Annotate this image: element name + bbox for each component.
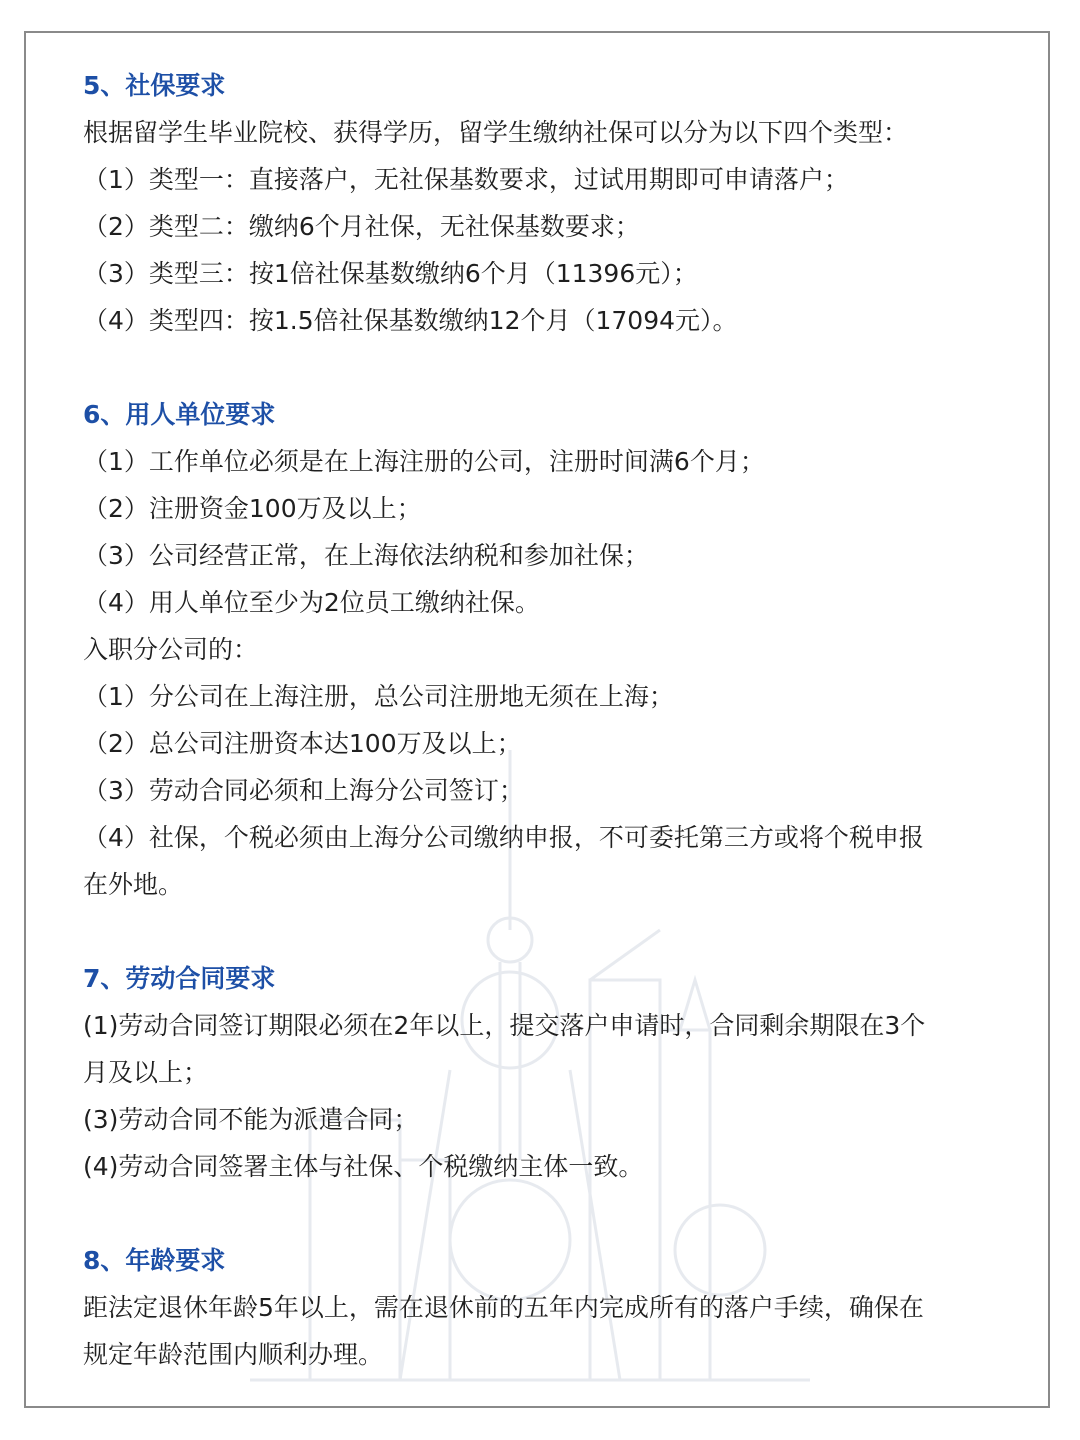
- list-item: (3)劳动合同不能为派遣合同；: [83, 1105, 419, 1134]
- section-heading: 7、劳动合同要求: [83, 964, 276, 993]
- paragraph-line: 距法定退休年龄5年以上，需在退休前的五年内完成所有的落户手续，确保在: [83, 1293, 924, 1322]
- paragraph-line: 规定年龄范围内顺利办理。: [83, 1340, 384, 1369]
- section-labor-contract: [83, 955, 1013, 1190]
- section-heading: 8、年龄要求: [83, 1246, 226, 1275]
- section-age: [83, 1237, 1013, 1378]
- section-employer: [83, 391, 1013, 908]
- section-gap: [83, 908, 1013, 955]
- list-item: （3）劳动合同必须和上海分公司签订；: [83, 776, 524, 805]
- list-item: （4）社保，个税必须由上海分公司缴纳申报，不可委托第三方或将个税申报: [83, 823, 924, 852]
- list-item: （2）类型二：缴纳6个月社保，无社保基数要求；: [83, 212, 640, 241]
- paragraph-line: 入职分公司的：: [83, 635, 259, 664]
- paragraph-line: 根据留学生毕业院校、获得学历，留学生缴纳社保可以分为以下四个类型：: [83, 118, 909, 147]
- document-content: [83, 62, 1013, 1378]
- list-item: （4）类型四：按1.5倍社保基数缴纳12个月（17094元）。: [83, 306, 738, 335]
- list-item: （2）注册资金100万及以上；: [83, 494, 422, 523]
- list-item: （1）分公司在上海注册，总公司注册地无须在上海；: [83, 682, 674, 711]
- list-item: （3）类型三：按1倍社保基数缴纳6个月（11396元）；: [83, 259, 698, 288]
- list-item: （2）总公司注册资本达100万及以上；: [83, 729, 522, 758]
- section-heading: 6、用人单位要求: [83, 400, 276, 429]
- list-item: (4)劳动合同签署主体与社保、个税缴纳主体一致。: [83, 1152, 644, 1181]
- list-item: （3）公司经营正常，在上海依法纳税和参加社保；: [83, 541, 649, 570]
- section-gap: [83, 344, 1013, 391]
- section-social-security: [83, 62, 1013, 344]
- list-item: （1）工作单位必须是在上海注册的公司，注册时间满6个月；: [83, 447, 765, 476]
- list-item: （4）用人单位至少为2位员工缴纳社保。: [83, 588, 540, 617]
- list-item: （1）类型一：直接落户，无社保基数要求，过试用期即可申请落户；: [83, 165, 849, 194]
- list-item: (1)劳动合同签订期限必须在2年以上，提交落户申请时，合同剩余期限在3个: [83, 1011, 926, 1040]
- paragraph-line: 月及以上；: [83, 1058, 209, 1087]
- section-gap: [83, 1190, 1013, 1237]
- section-heading: 5、社保要求: [83, 71, 226, 100]
- paragraph-line: 在外地。: [83, 870, 184, 899]
